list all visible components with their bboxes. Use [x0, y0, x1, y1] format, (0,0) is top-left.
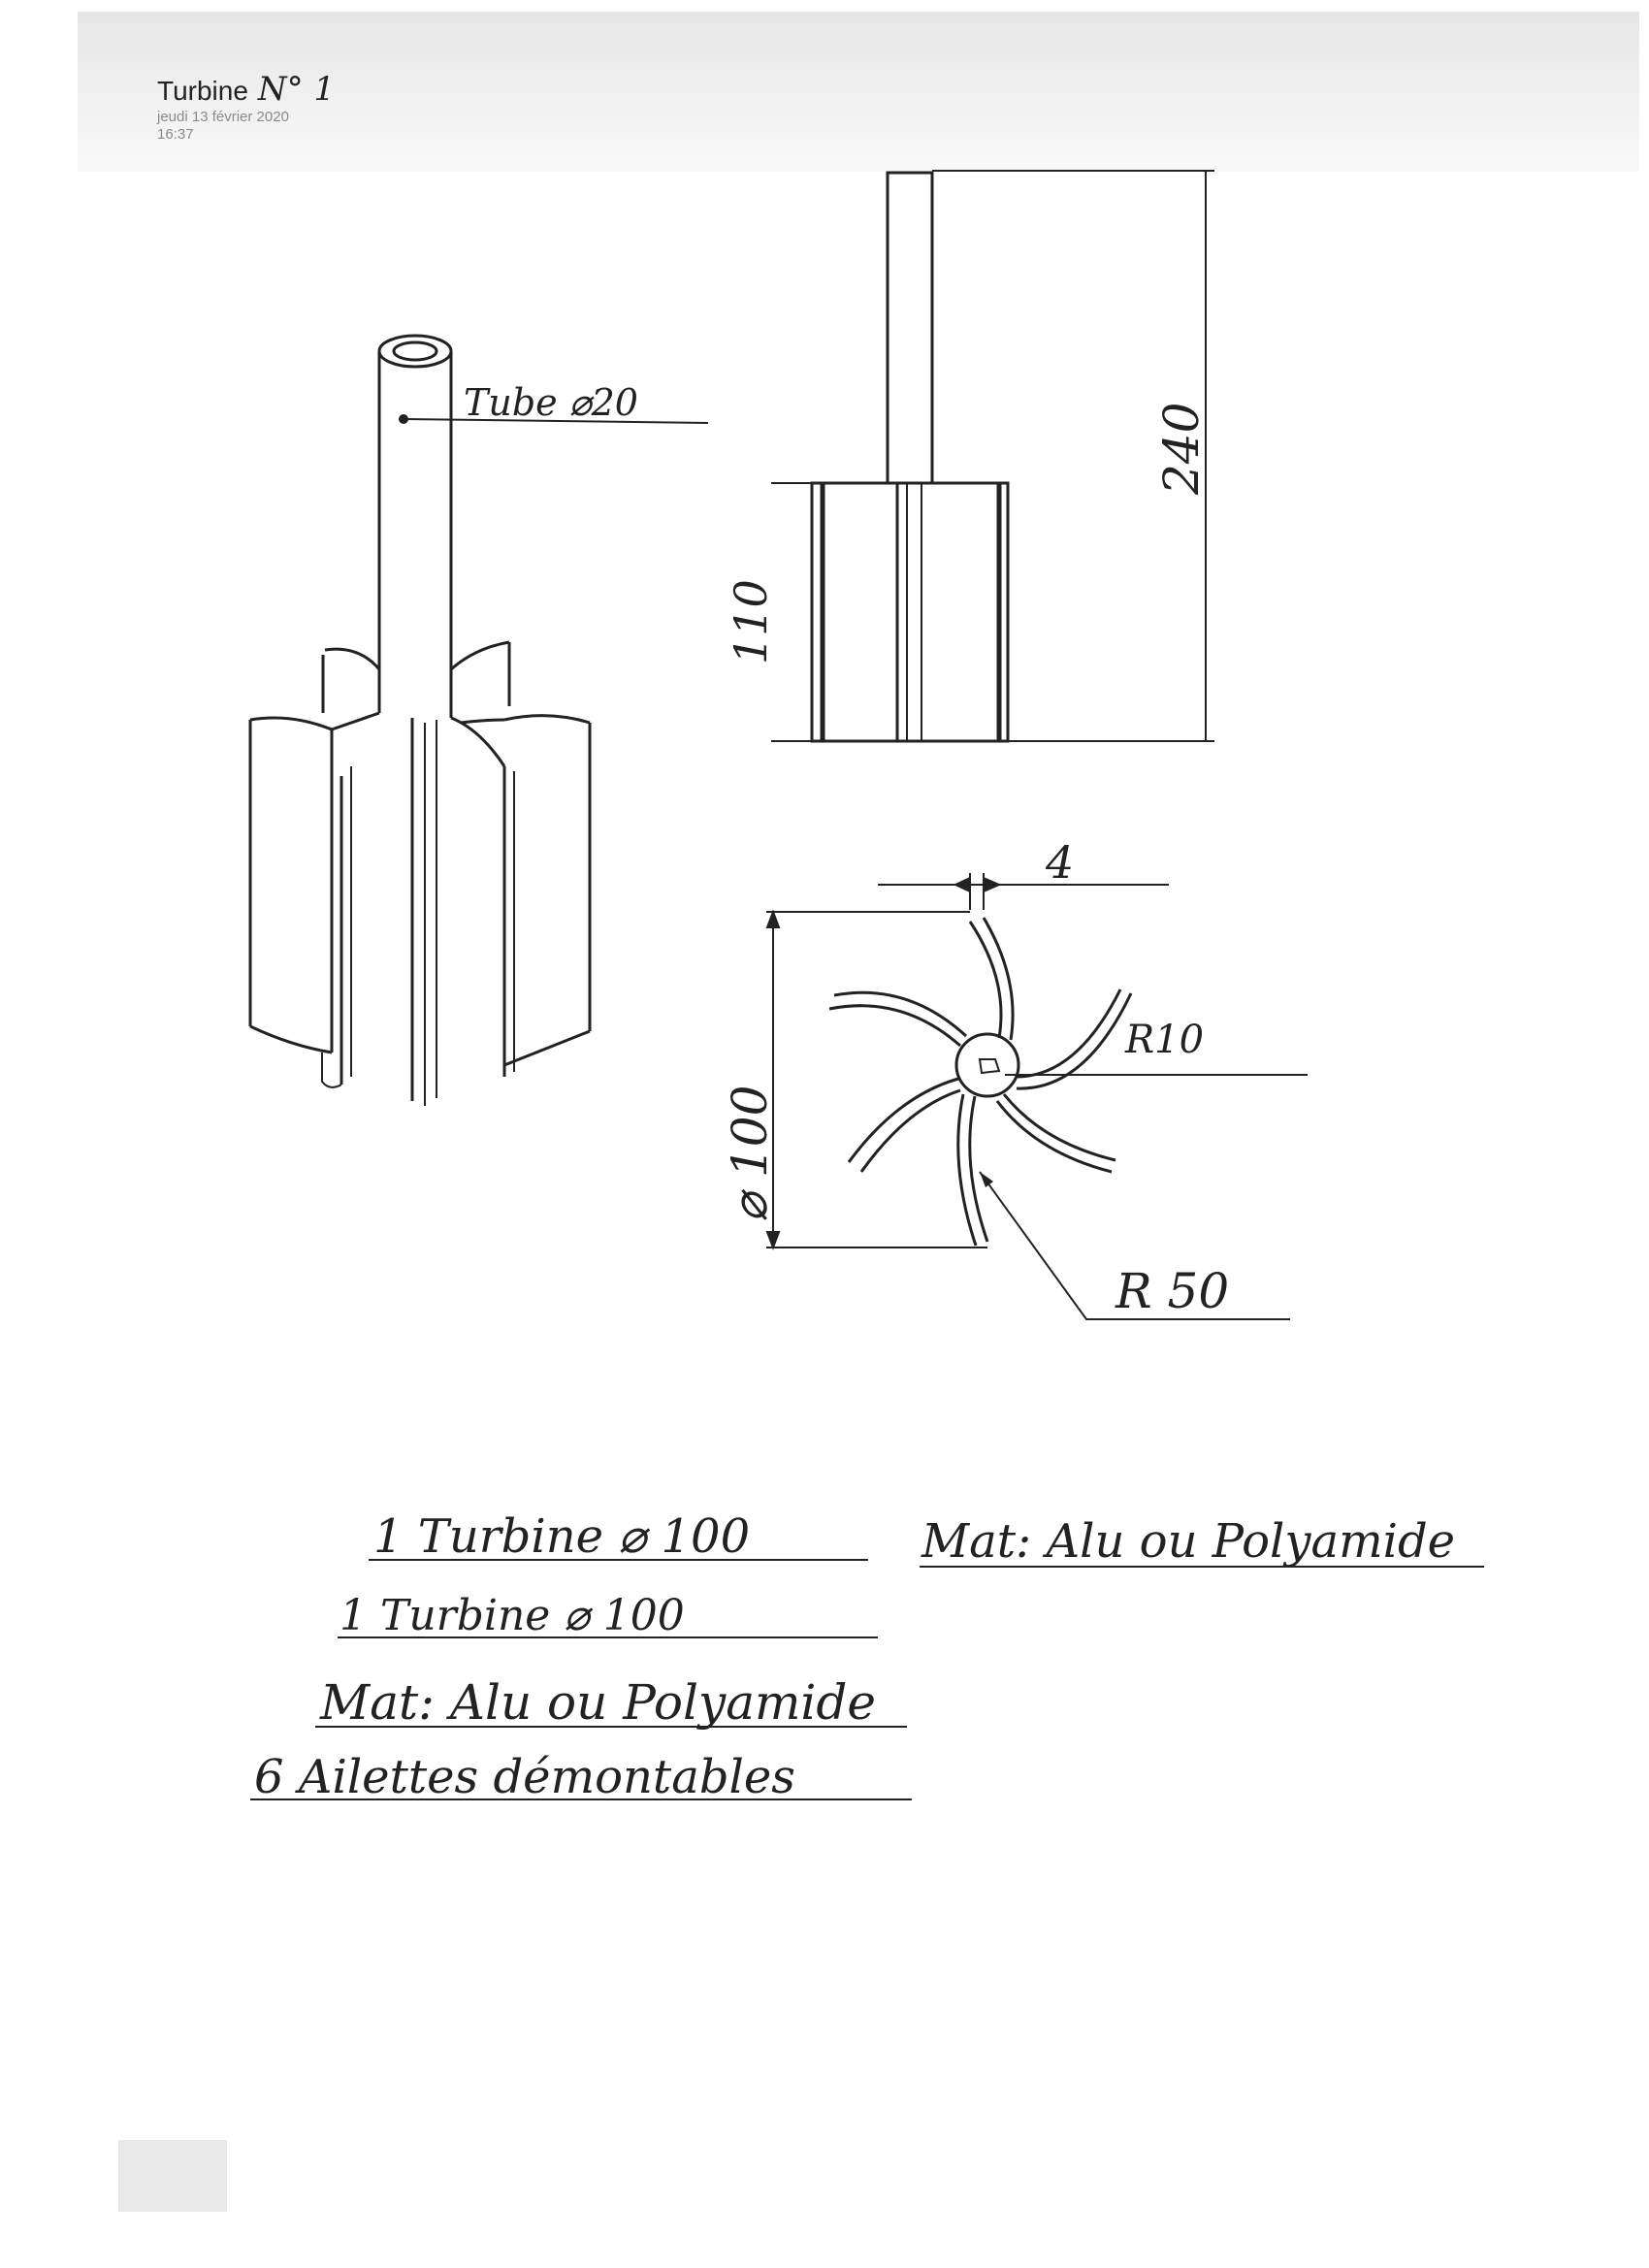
dim-r10-label: R10	[1125, 1018, 1205, 1062]
page-date: jeudi 13 février 2020	[157, 109, 289, 125]
page-time: 16:37	[157, 126, 194, 143]
dim-4-label: 4	[1046, 836, 1075, 889]
scan-corner-artifact	[118, 2140, 227, 2212]
turbine-isometric-view	[250, 336, 590, 1106]
page-title: Turbine	[157, 76, 248, 106]
turbine-top-view	[829, 918, 1131, 1246]
turbine-side-view	[812, 173, 1008, 741]
height-dimension-110	[771, 483, 812, 741]
page-title-number: N° 1	[257, 70, 336, 109]
note-line1-right: Mat: Alu ou Polyamide	[922, 1514, 1456, 1569]
dim-110-label: 110	[725, 579, 777, 664]
note-line4: 6 Ailettes démontables	[254, 1750, 795, 1804]
thickness-dimension	[878, 873, 1169, 910]
dim-r50-label: R 50	[1116, 1263, 1230, 1319]
note-line3: Mat: Alu ou Polyamide	[320, 1674, 876, 1731]
dim-240-label: 240	[1153, 402, 1210, 495]
r50-arrow	[980, 1172, 993, 1187]
tube-label: Tube ⌀20	[464, 381, 638, 424]
note-line2: 1 Turbine ⌀ 100	[340, 1591, 685, 1640]
dim-diameter-label: ⌀ 100	[722, 1085, 778, 1222]
note-line1-left: 1 Turbine ⌀ 100	[373, 1509, 751, 1564]
